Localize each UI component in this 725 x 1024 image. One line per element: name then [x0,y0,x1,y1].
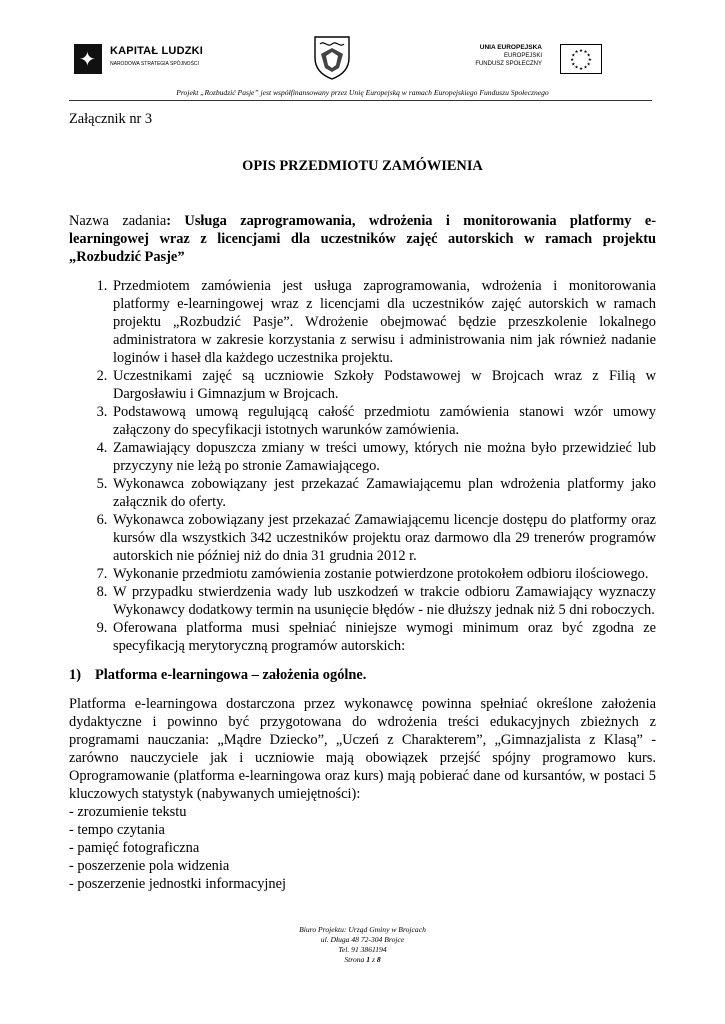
list-item: 4. Zamawiający dopuszcza zmiany w treści umowy, których nie można było przewidzieć lub przyczyny nie leżą po stronie Zamawiającego. [111,439,656,475]
eu-logo-line2: EUROPEJSKI [503,53,542,59]
footer-address: ul. Długa 48 72-304 Brojce [320,935,405,944]
document-body [69,110,656,893]
list-item: 3. Podstawową umową regulującą całość przedmiotu zamówienia stanowi wzór umowy załączony do specyfikacji istotnych warunków zamówienia. [111,403,656,439]
requirements-list [69,277,656,655]
list-item: 1. Przedmiotem zamówienia jest usługa zaprogramowania, wdrożenia i monitorowania platformy e-learningowej wraz z licencjami dla uczestników zajęć autorskich w ramach projektu „Rozbudzić Pasje”. Wdrożenie obejmować będzie przeszkolenie lokalnego administratora w zakresie korzystania z serwisu i administrowania nim jak również nadanie loginów i haseł dla każdego uczestnika projektu. [111,277,656,367]
page-number: Strona 1 z 8 [344,955,381,964]
list-item: 8. W przypadku stwierdzenia wady lub uszkodzeń w trakcie odbioru Zamawiający wyznaczy Wykonawcy dodatkowy termin na usunięcie błędów - nie dłuższy jednak niż 5 dni roboczych. [111,583,656,619]
svg-text:★: ★ [570,57,575,63]
page-current: 1 [366,955,371,964]
footer-phone: Tel. 91 3861194 [338,945,387,954]
svg-text:★: ★ [571,53,576,59]
attachment-label: Załącznik nr 3 [69,111,153,127]
section-number: 1) [69,667,81,683]
eu-logo-line3: FUNDUSZ SPOŁECZNY [475,61,542,67]
list-item: 9. Oferowana platforma musi spełniać niniejsze wymogi minimum oraz być zgodna ze specyfikacją merytoryczną programów autorskich: [111,619,656,655]
list-item: 5. Wykonawca zobowiązany jest przekazać Zamawiającemu plan wdrożenia platformy jako załącznik do oferty. [111,475,656,511]
svg-text:★: ★ [578,49,584,54]
page-footer [0,925,725,965]
section-paragraph: Platforma e-learningowa dostarczona przez wykonawcę powinna spełniać określone założenia dydaktyczne i powinno być przygotowana do wdrożenia treści edukacyjnych zbieżnych z programami nauczania: „Mądre Dziecko”, „Uczeń z Charakterem”, „Gimnazjalista z Klasą” - zarówno nauczyciele jak i uczniowie mają obowiązek przejść spójny programowo kurs. Oprogramowanie (platforma e-learningowa oraz kurs) mają pobierać dane od kursantów, w postaci 5 kluczowych statystyk (nabywanych umiejętności): [69,696,656,802]
svg-text:★: ★ [586,62,591,68]
list-item: 2. Uczestnikami zajęć są uczniowie Szkoły Podstawowej w Brojcach wraz z Filią w Dargosławiu i Gimnazjum w Brojcach. [111,367,656,403]
skill-item: - zrozumienie tekstu [69,804,187,820]
kapital-ludzki-title: KAPITAŁ LUDZKI [110,45,204,57]
section-heading [69,666,656,684]
eu-logo-line1: UNIA EUROPEJSKA [479,44,542,51]
page-total: 8 [376,955,381,964]
eu-logo [470,44,600,84]
project-tagline: Projekt „Rozbudzić Pasje” jest współfinansowany przez Unię Europejską w ramach Europejskiego Funduszu Społecznego [176,88,549,97]
svg-text:★: ★ [578,66,584,72]
list-item: 7. Wykonanie przedmiotu zamówienia zostanie potwierdzone protokołem odbioru ilościowego. [111,565,656,583]
skill-item: - poszerzenie jednostki informacyjnej [69,876,286,892]
task-name: Nazwa zadania: Usługa zaprogramowania, wdrożenia i monitorowania platformy e-learningowej wraz z licencjami dla uczestników zajęć autorskich w ramach projektu „Rozbudzić Pasje” [69,213,657,265]
kapital-ludzki-logo [74,44,214,94]
document-title: OPIS PRZEDMIOTU ZAMÓWIENIA [242,158,483,174]
header-divider [69,100,652,101]
svg-text:★: ★ [574,50,579,56]
svg-text:★: ★ [586,53,591,59]
svg-text:★: ★ [571,62,576,68]
skill-item: - tempo czytania [69,822,165,838]
skill-item: - poszerzenie pola widzenia [69,858,230,874]
svg-text:★: ★ [587,57,592,63]
svg-text:★: ★ [583,65,588,71]
task-label: Nazwa zadania [69,213,167,229]
kapital-ludzki-subtitle: NARODOWA STRATEGIA SPÓJNOŚCI [110,61,199,67]
skills-list [69,803,656,893]
task-title: Usługa zaprogramowania, wdrożenia i monitorowania platformy e-learningowej wraz z licencjami dla uczestników zajęć autorskich w ramach projektu „Rozbudzić Pasje” [69,213,657,265]
list-item: 6. Wykonawca zobowiązany jest przekazać Zamawiającemu licencje dostępu do platformy oraz kursów dla wszystkich 342 uczestników projektu oraz darmowo dla 29 trenerów programów autorskich nie później niż do dnia 31 grudnia 2012 r. [111,511,656,565]
municipality-crest-icon [312,34,352,80]
page-header [0,30,725,90]
skill-item: - pamięć fotograficzna [69,840,200,856]
footer-office: Biuro Projektu: Urząd Gminy w Brojcach [299,925,426,934]
eu-flag-icon [560,44,602,74]
kapital-ludzki-mark: ✦ [74,44,102,74]
section-title: Platforma e-learningowa – założenia ogólne. [95,667,367,683]
svg-text:★: ★ [583,50,588,56]
svg-text:★: ★ [574,65,579,71]
